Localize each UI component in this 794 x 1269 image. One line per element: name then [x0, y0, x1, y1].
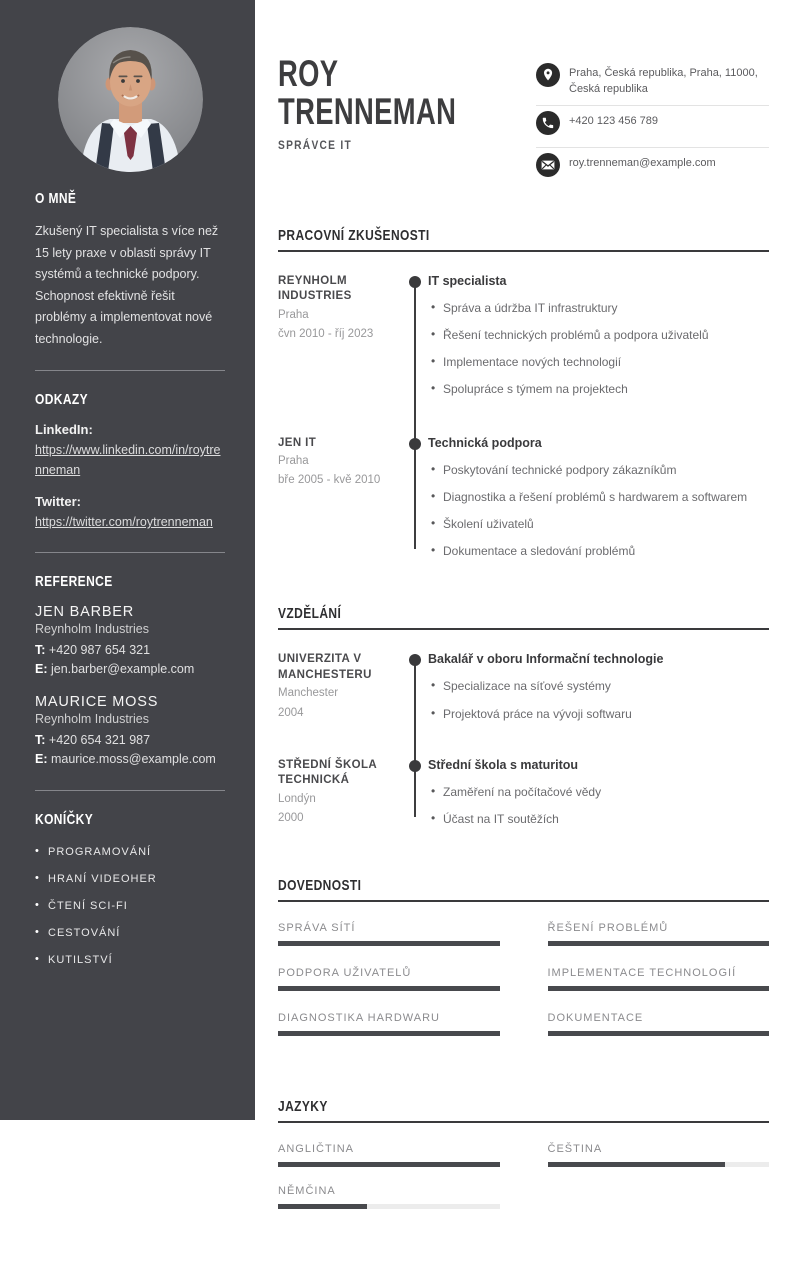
- link-item-linkedin: [35, 422, 225, 480]
- experience-entry: [278, 436, 769, 560]
- language-bar-track: [278, 1162, 500, 1167]
- about-section: [35, 188, 225, 350]
- skill-name: SPRÁVA SÍTÍ: [278, 922, 356, 935]
- education-entry-meta: [278, 758, 406, 828]
- education-section: [278, 605, 769, 827]
- skill-bar-track: [548, 1031, 770, 1036]
- language-name: ANGLIČTINA: [278, 1143, 355, 1156]
- hobby-item: • CESTOVÁNÍ: [35, 927, 225, 939]
- skill-name: DIAGNOSTIKA HARDWARU: [278, 1012, 440, 1025]
- experience-entry-meta: [278, 436, 406, 490]
- about-title: O MNĚ: [35, 190, 77, 207]
- skill-bar-track: [548, 941, 770, 946]
- bullet-item: • Účast na IT soutěžích: [428, 811, 769, 827]
- hobbies-section: [35, 809, 225, 966]
- skill-bar-fill: [278, 986, 500, 991]
- divider: [35, 790, 225, 791]
- location-text: Praha, Česká republika, Praha, 11000, Česká republika: [569, 67, 758, 95]
- company-dates: bře 2005 - kvě 2010: [278, 474, 381, 487]
- role-bullets: [428, 462, 769, 560]
- reference-email: [35, 750, 225, 769]
- bullet-item: • Specializace na síťové systémy: [428, 678, 769, 694]
- degree-title: Bakalář v oboru Informační technologie: [428, 652, 664, 667]
- language-item: [278, 1143, 500, 1167]
- education-entries: [278, 630, 769, 827]
- language-bar-track: [548, 1162, 770, 1167]
- divider: [35, 370, 225, 371]
- skill-item: [548, 922, 770, 946]
- experience-section: [278, 227, 769, 560]
- language-bar-fill: [278, 1162, 500, 1167]
- skill-item: [278, 1012, 500, 1036]
- location-icon: [536, 63, 560, 92]
- sidebar: [0, 0, 255, 1120]
- hobby-item: • HRANÍ VIDEOHER: [35, 873, 225, 885]
- hobby-item: • PROGRAMOVÁNÍ: [35, 846, 225, 858]
- experience-entry: [278, 274, 769, 398]
- experience-entries: [278, 252, 769, 560]
- timeline-dot: [409, 438, 421, 450]
- language-name: ČEŠTINA: [547, 1143, 603, 1156]
- link-label: LinkedIn:: [35, 422, 93, 437]
- linkedin-link[interactable]: https://www.linkedin.com/in/roytrenneman: [35, 443, 221, 477]
- skill-name: IMPLEMENTACE TECHNOLOGIÍ: [547, 967, 737, 980]
- phone-text: +420 123 456 789: [569, 114, 659, 127]
- bullet-item: • Poskytování technické podpory zákazníkům: [428, 462, 769, 478]
- references-title: REFERENCE: [35, 573, 113, 590]
- experience-title: PRACOVNÍ ZKUŠENOSTI: [278, 226, 430, 244]
- company-city: Praha: [278, 308, 309, 321]
- degree-bullets: [428, 678, 769, 721]
- education-entry: [278, 758, 769, 827]
- bullet-item: • Diagnostika a řešení problémů s hardwarem a softwarem: [428, 489, 769, 505]
- first-name: ROY: [278, 53, 339, 94]
- hobby-list: [35, 846, 225, 966]
- job-title: SPRÁVCE IT: [278, 138, 352, 153]
- skills-grid: [278, 902, 769, 1036]
- references-section: [35, 571, 225, 770]
- email-label: E:: [35, 662, 48, 677]
- email-icon: [536, 153, 560, 182]
- main-content: [255, 0, 794, 1198]
- skill-name: DOKUMENTACE: [547, 1012, 644, 1025]
- skill-bar-fill: [548, 1031, 770, 1036]
- reference-company: Reynholm Industries: [35, 622, 149, 636]
- reference-name: JEN BARBER: [35, 604, 135, 620]
- hobby-item: • ČTENÍ SCI-FI: [35, 900, 225, 912]
- reference-email: [35, 660, 225, 679]
- skill-item: [278, 967, 500, 991]
- bullet-item: • Implementace nových technologií: [428, 354, 769, 370]
- skills-header: [278, 877, 769, 902]
- school-name: STŘEDNÍ ŠKOLA TECHNICKÁ: [278, 758, 377, 787]
- language-bar-fill: [278, 1204, 367, 1209]
- degree-bullets: [428, 784, 769, 827]
- company-name: REYNHOLM INDUSTRIES: [278, 274, 352, 303]
- education-entry-meta: [278, 652, 406, 722]
- degree-title: Střední škola s maturitou: [428, 757, 579, 772]
- timeline-dot: [409, 654, 421, 666]
- role-title: Technická podpora: [428, 435, 542, 450]
- skill-item: [278, 922, 500, 946]
- skill-name: ŘEŠENÍ PROBLÉMŮ: [547, 922, 669, 935]
- email-text: roy.trenneman@example.com: [569, 156, 716, 169]
- phone-label: T:: [35, 643, 46, 657]
- divider: [35, 552, 225, 553]
- language-bar-fill: [548, 1162, 725, 1167]
- phone-icon: [536, 111, 560, 140]
- bullet-item: • Zaměření na počítačové vědy: [428, 784, 769, 800]
- company-name: JEN IT: [278, 436, 317, 449]
- languages-section: [278, 1098, 769, 1209]
- skill-item: [548, 967, 770, 991]
- education-title: VZDĚLÁNÍ: [278, 605, 342, 623]
- company-dates: čvn 2010 - říj 2023: [278, 328, 374, 341]
- bullet-item: • Školení uživatelů: [428, 516, 769, 532]
- header: [278, 55, 769, 189]
- email-label: E:: [35, 752, 48, 767]
- reference-phone: [35, 641, 225, 660]
- language-name: NĚMČINA: [278, 1185, 336, 1198]
- profile-photo: [58, 27, 203, 172]
- bullet-item: • Správa a údržba IT infrastruktury: [428, 300, 769, 316]
- school-dates: 2004: [278, 706, 304, 719]
- name-block: [278, 55, 536, 154]
- reference-item: [35, 694, 225, 770]
- bullet-item: • Dokumentace a sledování problémů: [428, 543, 769, 559]
- skill-bar-track: [278, 986, 500, 991]
- contact-row-location: [536, 58, 769, 106]
- contact-row-email: [536, 148, 769, 189]
- hobbies-title: KONÍČKY: [35, 810, 94, 828]
- phone-value: +420 987 654 321: [48, 643, 151, 657]
- school-name: UNIVERZITA V MANCHESTERU: [278, 653, 372, 681]
- footer-space: [278, 1209, 769, 1269]
- hobby-item: • KUTILSTVÍ: [35, 954, 225, 966]
- language-item: [278, 1185, 500, 1209]
- languages-header: [278, 1098, 769, 1123]
- timeline-dot: [409, 760, 421, 772]
- reference-name: MAURICE MOSS: [35, 693, 159, 710]
- reference-company: Reynholm Industries: [35, 711, 149, 726]
- role-bullets: [428, 300, 769, 398]
- skill-bar-track: [278, 1031, 500, 1036]
- bullet-item: • Řešení technických problémů a podpora uživatelů: [428, 327, 769, 343]
- experience-entry-meta: [278, 274, 406, 344]
- role-title: IT specialista: [428, 273, 507, 288]
- profile-photo-illustration: [58, 27, 203, 172]
- education-header: [278, 605, 769, 630]
- skill-bar-fill: [278, 941, 500, 946]
- link-label: Twitter:: [35, 494, 81, 509]
- education-entry: [278, 652, 769, 721]
- school-dates: 2000: [278, 812, 304, 825]
- company-city: Praha: [278, 455, 309, 468]
- links-section: [35, 389, 225, 532]
- language-item: [548, 1143, 770, 1167]
- contact-list: [536, 55, 769, 189]
- skill-bar-track: [278, 941, 500, 946]
- bullet-item: • Projektová práce na vývoji softwaru: [428, 706, 769, 722]
- skill-bar-fill: [278, 1031, 500, 1036]
- skill-item: [548, 1012, 770, 1036]
- about-text: Zkušený IT specialista s více než 15 lety praxe v oblasti správy IT systémů a technické podpory. Schopnost efektivně řešit problémy a implementovat nové technologie.: [35, 224, 219, 346]
- phone-label: T:: [35, 732, 46, 747]
- experience-header: [278, 227, 769, 252]
- phone-value: +420 654 321 987: [48, 732, 151, 747]
- school-city: Londýn: [278, 792, 316, 805]
- links-title: ODKAZY: [35, 391, 89, 408]
- contact-row-phone: [536, 106, 769, 148]
- twitter-link[interactable]: https://twitter.com/roytrenneman: [35, 515, 213, 529]
- reference-item: [35, 604, 225, 680]
- skill-bar-fill: [548, 941, 770, 946]
- skill-name: PODPORA UŽIVATELŮ: [278, 967, 412, 980]
- bullet-item: • Spolupráce s týmem na projektech: [428, 381, 769, 397]
- email-value: maurice.moss@example.com: [50, 752, 216, 767]
- last-name: TRENNEMAN: [278, 90, 457, 132]
- skill-bar-fill: [548, 986, 770, 991]
- reference-phone: [35, 731, 225, 750]
- link-item-twitter: [35, 494, 225, 532]
- school-city: Manchester: [278, 687, 339, 700]
- language-bar-track: [278, 1204, 500, 1209]
- skills-section: [278, 877, 769, 1036]
- skill-bar-track: [548, 986, 770, 991]
- email-value: jen.barber@example.com: [50, 662, 195, 677]
- skills-title: DOVEDNOSTI: [278, 877, 362, 895]
- timeline-dot: [409, 276, 421, 288]
- languages-title: JAZYKY: [278, 1098, 328, 1116]
- languages-grid: [278, 1123, 769, 1209]
